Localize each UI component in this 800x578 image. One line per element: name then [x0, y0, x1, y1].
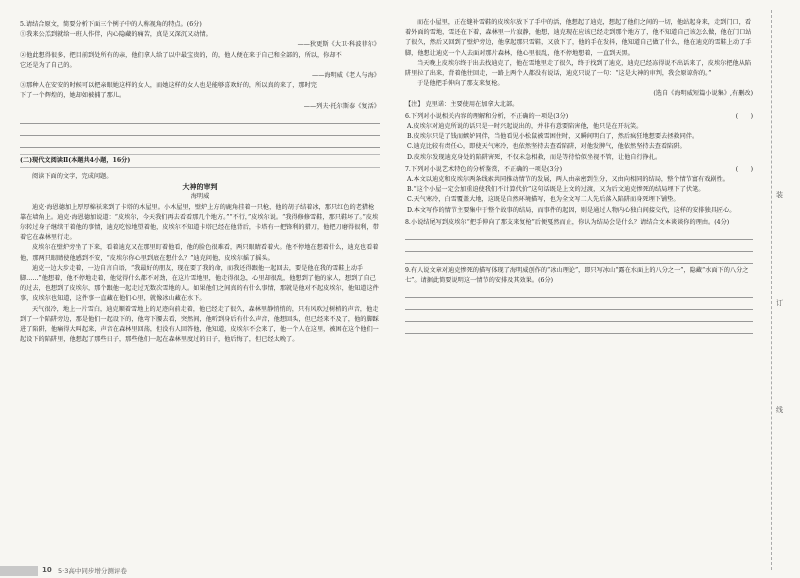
story-paragraph: 天气很冷，地上一片雪白，迪克顺着雪地上的足迹向前走着，他已经走了很久，森林里静悄悄的，只有风吹过树梢的声音，他走到了一个陷阱旁边，那是他们一起设下的，他弯下腰去看，突然间，他听到身后有什么声音，他想回头，但已经来不及了，他的脚踩进了陷阱，他痛得大叫起来，声音在森林里回荡，但没有人回答他，他知道，皮埃尔不会来了，他一个人在这里，被困在这个他们一起设下的陷阱里，他想起了那些日子，那些他们一起在森林里度过的日子，他后悔了，但已经太晚了。	[20, 305, 379, 344]
answer-line[interactable]	[405, 310, 753, 322]
right-column	[405, 18, 753, 334]
q7-option-d: D.本文写作的情节主要集中于整个故事的结局，而事件的起因，则是通过人物内心独白间接交代，这样的安排独具匠心。	[407, 206, 736, 214]
story-note: 【注】 克里诺：主要使用在加拿大北部。	[405, 100, 519, 108]
answer-line[interactable]	[20, 136, 380, 148]
binding-dashed-line	[771, 10, 772, 570]
page-footer	[0, 562, 380, 578]
section-title: (二)现代文阅读Ⅱ(本题共4小题，16分)	[20, 154, 380, 168]
q7-option-b: B.“这个小屋一定会加重迫使我们不计算代价”这句话既是上文的过渡，又为后文迪克惨死的结局埋下了伏笔。	[407, 186, 705, 194]
answer-line[interactable]	[405, 240, 753, 252]
answer-line[interactable]	[405, 298, 753, 310]
q8-title: 8.小说结尾写到皮埃尔“把手伸向了那支来复枪”后便戛然而止，你认为结局会是什么？请结合文本谈谈你的理由。(4分)	[405, 218, 730, 226]
answer-line[interactable]	[20, 124, 380, 136]
q7-text: 7.下列对小说艺术特色的分析鉴赏，不正确的一项是(3分)	[405, 165, 562, 173]
answer-line[interactable]	[405, 322, 753, 334]
q5-example-3-source: ——列夫·托尔斯泰《复活》	[303, 102, 380, 110]
answer-paren[interactable]: ( )	[735, 112, 753, 120]
q6-title	[405, 112, 753, 122]
q9-title: 9.有人说文章对迪克惨死的描写体现了海明威创作的“冰山理论”，即只写冰山“露在水面上的八分之一”，隐藏“水面下的八分之七”。请据此简要说明这一情节的安排及其效果。(6分)	[405, 267, 749, 285]
q5-example-2-cont: 它还是为了自己的。	[20, 61, 76, 69]
left-column	[20, 18, 380, 345]
footer-text: 5·3高中同步增分测评卷	[58, 567, 127, 575]
story-paragraph: 迪克一边大步走着，一边自言自语，“我最好的朋友，现在要了我的命，而我还得跟他一起回去，要是他在我的雪鞋上动手脚……”他想着，他不停地走着，他觉得什么都不对劲，在这片雪地里，他走得很急，心里却很乱，他想到了他的家人，想到了自己的过去，也想到了皮埃尔，那个跟他一起走过无数次雪地的人。如果他们之间真的有什么事情，那就是他对不起皮埃尔，他知道这件事，皮埃尔也知道，这件事一直藏在他们心里，就像冰山藏在水下。	[20, 264, 379, 303]
q6-option-a: A.皮埃尔对迪克所说的话只是一时兴起说出的，并非有意要陷害他，他只是在开玩笑。	[407, 123, 643, 131]
answer-line[interactable]	[405, 252, 753, 264]
q6-option-d: D.皮埃尔发现迪克身处的陷阱害死，不仅未急相救，而是等待恰似坐视不管，让他自行挣扎。	[407, 153, 662, 161]
q5-example-1-source: ——狄更斯《大卫·科波菲尔》	[297, 41, 380, 49]
answer-line[interactable]	[405, 228, 753, 240]
q6-text: 6.下列对小说相关内容的理解和分析，不正确的一项是(3分)	[405, 112, 569, 120]
story-author: 海明威	[190, 193, 210, 201]
q5-example-1: ①我来公羔到就给一班人作伴，内心隐藏的痛苦，真是又深沉又动情。	[20, 31, 212, 39]
binder-label: 线	[776, 406, 783, 414]
story-paragraph: 当天晚上皮埃尔终于出去找迪克了，他在雪地里走了很久，终于找到了迪克，迪克已经冻得说不出话来了，皮埃尔把他从陷阱里拉了出来，背着他往回走，一路上两个人都没有说话，迪克只说了一句：“这是大神的审判，我会原谅你的。”	[405, 59, 752, 78]
q7-option-c: C.天气寒冷，白雪覆盖大地，这既是自然环境描写，也为全文写二人先后落入陷阱而身死埋下铺垫。	[407, 196, 680, 204]
footer-bar	[0, 566, 38, 576]
q5-example-3: ③那种人在安安的时候可以把亲眼她这样的女人，而她这样的女人也是能够喜欢好的，所以真的来了，那时完	[20, 82, 317, 90]
answer-line[interactable]	[405, 286, 753, 298]
story-paragraph: 于是他把手伸向了那支来复枪。	[417, 80, 504, 88]
story-paragraph: 迪克·海恩德加上厚厚棉袄来到了卡塔的木屋里。小木屋里，壁炉上方的鹿角挂着一只枪，他的胡子结着冰，那只红色的老猎枪靠在墙角上。迪克·海恩德加说道：“皮埃尔，今天我们再去看看那几个地方。”“不行，”皮埃尔说。“我得修修雪鞋，那只鞋坏了。”皮埃尔转过身子继续干着他的事情，迪克吃惊地望着他，皮埃尔不知道卡塔已经在他背后，卡塔有一把锋利的猎刀，他把刀磨得很利，带着它在森林里行走。	[20, 203, 379, 242]
q7-title	[405, 165, 753, 175]
story-title: 大神的审判	[182, 182, 218, 192]
page-number: 10	[42, 566, 52, 574]
q6-option-c: C.迪克比较有责任心，即使天气寒冷，也依然坚持去查看陷阱，对他发脾气，他依然坚持去查看陷阱。	[407, 143, 686, 151]
story-paragraph: 而在小屋里，正在缝补雪鞋的皮埃尔放下了手中的活，他想起了迪克，想起了他们之间的一切，他站起身来，走到门口，看着外面的雪地，雪还在下着，森林里一片寂静，他想，迪克现在应该已经走到那个地方了，他不知道自己该怎么做，他在门口站了很久，然后又回到了壁炉旁边，他拿起那只雪鞋，又放下了，他的手在发抖，他知道自己做了什么，他在迪克的雪鞋上动了手脚，他想让迪克一个人去面对那片森林，他心里很乱，他不停地想着，一直到天黑。	[405, 19, 752, 57]
q6-option-b: B.皮埃尔只是了钱而嫉妒同伴，当他看见小松鼠被雪困住时，又瞬间明白了，然后疯狂地想要去拯救同伴。	[407, 133, 699, 141]
answer-paren[interactable]: ( )	[735, 165, 753, 173]
story-source: (选自《海明威短篇小说集》,有删改)	[653, 90, 753, 98]
q7-option-a: A.本文以迪克和皮埃尔两条线索共同推动情节的发展，两人由亲密到生分，又由向相同的结局，整个情节富有戏剧性。	[407, 176, 729, 184]
q5-title: 5.请结合原文，简要分析下面三个例子中的人称视角的特点。(6分)	[20, 21, 202, 28]
q5-example-2: ②他此想得很多，把目前到处所有的亲，他们拿人给了以中最宝贵的，的，他人便在来于自己和全部的，所以，你却不	[20, 51, 342, 59]
binder-label: 订	[776, 299, 783, 307]
answer-line[interactable]	[20, 112, 380, 124]
story-paragraph: 皮埃尔在壁炉旁坐了下来，看着迪克又在那里盯着他看，他的脸色很难看，两只眼睛看着火。他不停地在想着什么，迪克也看着他，那两只眼睛使他感到不安，“皮埃尔你心里到底在想什么？”迪克问他，皮埃尔摇了摇头。	[20, 244, 379, 262]
q5-example-3-cont: 下了一个辉煌的，她却如被捕了那儿。	[20, 92, 126, 100]
q5-example-2-source: ——海明威《老人与海》	[311, 72, 380, 80]
binder-label: 装	[776, 191, 783, 199]
section-intro: 阅读下面的文字，完成问题。	[32, 173, 113, 181]
